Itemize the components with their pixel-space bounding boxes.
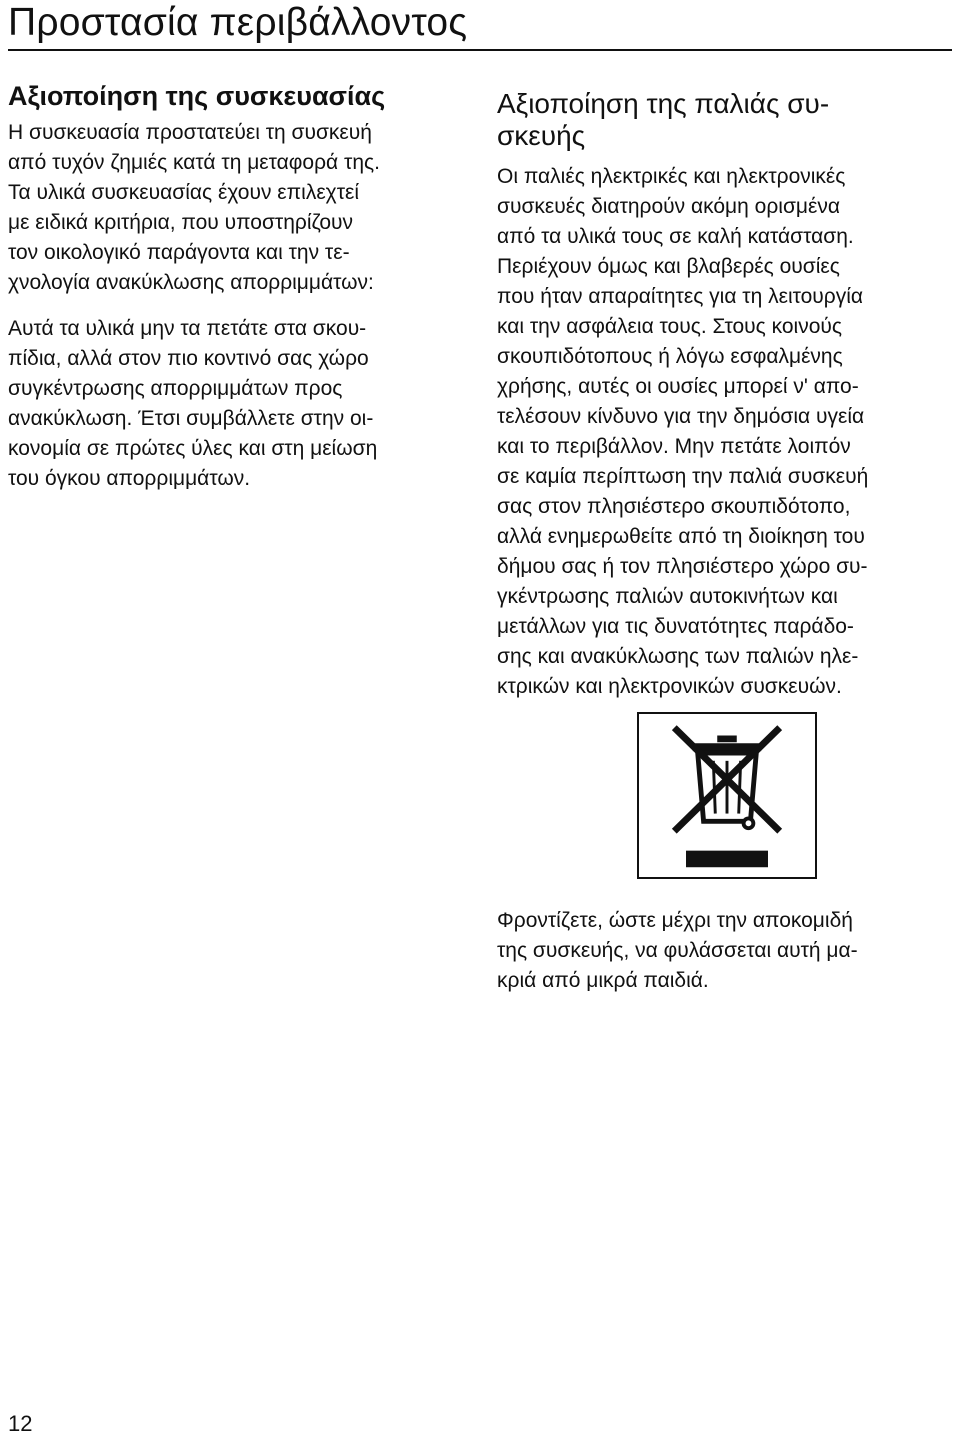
- safety-note: [497, 906, 952, 996]
- packaging-heading: Αξιοποίηση της συσκευασίας: [8, 81, 386, 111]
- page-title: Προστασία περιβάλλοντος: [8, 1, 468, 44]
- paragraph-gap: [8, 298, 470, 314]
- packaging-section: [8, 80, 470, 494]
- old-appliance-heading: Αξιοποίηση της παλιάς συ- σκευής: [497, 88, 830, 151]
- weee-symbol: [637, 712, 817, 879]
- page-number: 12: [8, 1411, 33, 1436]
- packaging-paragraph-2: Αυτά τα υλικά μην τα πετάτε στα σκου- πίδια, αλλά στον πιο κοντινό σας χώρο συγκέντρωσης απορριμμάτων προς ανακύκλωση. Έτσι συμβάλλετε στην οι- κονομία σε πρώτες ύλες και στη μείωση του όγκου απορριμμάτων.: [8, 317, 378, 490]
- safety-note-text: Φροντίζετε, ώστε μέχρι την αποκομιδή της συσκευής, να φυλάσσεται αυτή μα- κριά από μικρά παιδιά.: [497, 909, 858, 992]
- packaging-paragraph-1: Η συσκευασία προστατεύει τη συσκευή από τυχόν ζημιές κατά τη μεταφορά της. Τα υλικά συσκευασίας έχουν επιλεχτεί με ειδικά κριτήρια, που υποστηρίζουν τον οικολογικό παράγοντα και την τε- χνολογία ανακύκλωσης απορριμμάτων:: [8, 121, 380, 294]
- old-appliance-paragraph: Οι παλιές ηλεκτρικές και ηλεκτρονικές συσκευές διατηρούν ακόμη ορισμένα από τα υλικά τους σε καλή κατάσταση. Περιέχουν όμως και βλαβερές ουσίες που ήταν απαραίτητες για τη λειτουργία και την ασφάλεια τους. Στους κοινούς σκουπιδότοπους ή λόγω εσφαλμένης χρήσης, αυτές οι ουσίες μπορεί ν' απο- τελέσουν κίνδυνο για την δημόσια υγεία και το περιβάλλον. Μην πετάτε λοιπόν σε καμία περίπτωση την παλιά συσκευή σας στον πλησιέστερο σκουπιδότοπο, αλλά ενημερωθείτε από τη διοίκηση του δήμου σας ή τον πλησιέστερο χώρο συ- γκέντρωσης παλιών αυτοκινήτων και μετάλλων για τις δυνατότητες παράδο- σης και ανακύκλωσης των παλιών ηλε- κτρικών και ηλεκτρονικών συσκευών.: [497, 165, 869, 698]
- crossed-out-wheeled-bin-icon: [639, 714, 815, 877]
- old-appliance-section: [497, 88, 952, 702]
- title-divider: [8, 49, 952, 51]
